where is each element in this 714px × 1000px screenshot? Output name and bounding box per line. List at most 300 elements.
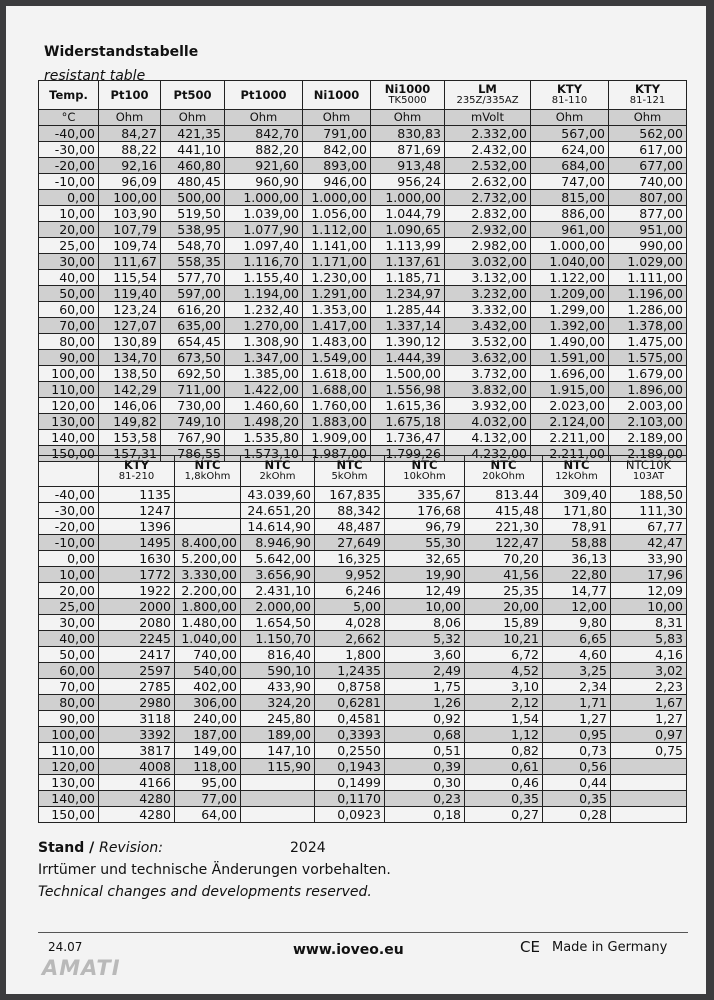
value-cell: 0,73 bbox=[543, 743, 611, 759]
value-cell: 830,83 bbox=[371, 126, 445, 142]
temperature-cell: 150,00 bbox=[39, 807, 99, 823]
value-cell: 149,82 bbox=[99, 414, 161, 430]
value-cell: 1.299,00 bbox=[531, 302, 609, 318]
value-cell bbox=[175, 487, 241, 503]
value-cell: 990,00 bbox=[609, 238, 687, 254]
value-cell: 480,45 bbox=[161, 174, 225, 190]
value-cell: 1.077,90 bbox=[225, 222, 303, 238]
value-cell: 842,70 bbox=[225, 126, 303, 142]
value-cell: 2.982,00 bbox=[445, 238, 531, 254]
value-cell: 0,44 bbox=[543, 775, 611, 791]
value-cell bbox=[611, 775, 687, 791]
temperature-cell: 70,00 bbox=[39, 318, 99, 334]
value-cell: 153,58 bbox=[99, 430, 161, 446]
table-row bbox=[39, 807, 687, 823]
table-row bbox=[39, 222, 687, 238]
value-cell: 78,91 bbox=[543, 519, 611, 535]
value-cell: 567,00 bbox=[531, 126, 609, 142]
value-cell: 0,46 bbox=[465, 775, 543, 791]
value-cell: 1.155,40 bbox=[225, 270, 303, 286]
value-cell: 1.422,00 bbox=[225, 382, 303, 398]
value-cell: 100,00 bbox=[99, 190, 161, 206]
value-cell: 1.234,97 bbox=[371, 286, 445, 302]
value-cell: 6,246 bbox=[315, 583, 385, 599]
value-cell: 1.196,00 bbox=[609, 286, 687, 302]
unit-cell: Ohm bbox=[371, 110, 445, 126]
stand-label: Stand bbox=[38, 840, 85, 856]
value-cell: 2000 bbox=[99, 599, 175, 615]
value-cell: 3,02 bbox=[611, 663, 687, 679]
value-cell: 16,325 bbox=[315, 551, 385, 567]
value-cell: 0,75 bbox=[611, 743, 687, 759]
temperature-cell: -20,00 bbox=[39, 158, 99, 174]
value-cell: 2.124,00 bbox=[531, 414, 609, 430]
table-row bbox=[39, 503, 687, 519]
temperature-cell: 40,00 bbox=[39, 631, 99, 647]
value-cell: 1.029,00 bbox=[609, 254, 687, 270]
value-cell: 562,00 bbox=[609, 126, 687, 142]
value-cell bbox=[611, 759, 687, 775]
value-cell: 747,00 bbox=[531, 174, 609, 190]
value-cell: 103,90 bbox=[99, 206, 161, 222]
value-cell: 711,00 bbox=[161, 382, 225, 398]
value-cell: 2.211,00 bbox=[531, 430, 609, 446]
column-header-main: NTC bbox=[411, 458, 438, 472]
value-cell: 1.040,00 bbox=[175, 631, 241, 647]
unit-cell: °C bbox=[39, 110, 99, 126]
temperature-cell: 100,00 bbox=[39, 727, 99, 743]
value-cell: 0,8758 bbox=[315, 679, 385, 695]
table-row bbox=[39, 759, 687, 775]
value-cell: 1,800 bbox=[315, 647, 385, 663]
value-cell: 877,00 bbox=[609, 206, 687, 222]
value-cell: 2,662 bbox=[315, 631, 385, 647]
value-cell: 1.097,40 bbox=[225, 238, 303, 254]
value-cell: 1.736,47 bbox=[371, 430, 445, 446]
value-cell: 415,48 bbox=[465, 503, 543, 519]
table-row bbox=[39, 142, 687, 158]
value-cell: 2,34 bbox=[543, 679, 611, 695]
temperature-cell: 110,00 bbox=[39, 743, 99, 759]
table-row bbox=[39, 631, 687, 647]
value-cell: 0,3393 bbox=[315, 727, 385, 743]
value-cell: 692,50 bbox=[161, 366, 225, 382]
value-cell: 2.200,00 bbox=[175, 583, 241, 599]
value-cell: 1.378,00 bbox=[609, 318, 687, 334]
column-header bbox=[225, 81, 303, 110]
column-header bbox=[609, 81, 687, 110]
value-cell: 130,89 bbox=[99, 334, 161, 350]
value-cell: 4.032,00 bbox=[445, 414, 531, 430]
value-cell: 119,40 bbox=[99, 286, 161, 302]
column-header-sub: 235Z/335AZ bbox=[456, 95, 519, 106]
value-cell: 157,31 bbox=[99, 446, 161, 462]
resistance-table-upper bbox=[38, 80, 687, 462]
value-cell: 2,49 bbox=[385, 663, 465, 679]
value-cell: 1.000,00 bbox=[225, 190, 303, 206]
value-cell: 2597 bbox=[99, 663, 175, 679]
value-cell: 1.185,71 bbox=[371, 270, 445, 286]
value-cell: 1.573,10 bbox=[225, 446, 303, 462]
temperature-cell: -10,00 bbox=[39, 535, 99, 551]
table-row bbox=[39, 318, 687, 334]
value-cell: 3.656,90 bbox=[241, 567, 315, 583]
value-cell: 142,29 bbox=[99, 382, 161, 398]
table-row bbox=[39, 647, 687, 663]
value-cell: 2080 bbox=[99, 615, 175, 631]
value-cell: 1.915,00 bbox=[531, 382, 609, 398]
value-cell: 913,48 bbox=[371, 158, 445, 174]
value-cell: 96,09 bbox=[99, 174, 161, 190]
value-cell: 1,26 bbox=[385, 695, 465, 711]
value-cell: 1.615,36 bbox=[371, 398, 445, 414]
value-cell: 324,20 bbox=[241, 695, 315, 711]
value-cell: 48,487 bbox=[315, 519, 385, 535]
temperature-cell: 25,00 bbox=[39, 599, 99, 615]
column-header-main: NTC10K bbox=[625, 458, 672, 472]
resistance-table-lower bbox=[38, 455, 687, 823]
temperature-cell: -30,00 bbox=[39, 503, 99, 519]
column-header bbox=[39, 81, 99, 110]
value-cell: 147,10 bbox=[241, 743, 315, 759]
value-cell: 36,13 bbox=[543, 551, 611, 567]
value-cell: 107,79 bbox=[99, 222, 161, 238]
table-row bbox=[39, 727, 687, 743]
column-header bbox=[465, 456, 543, 487]
table-row bbox=[39, 334, 687, 350]
column-header-sub: 81-121 bbox=[629, 95, 666, 106]
value-cell: 3.330,00 bbox=[175, 567, 241, 583]
value-cell: 786,55 bbox=[161, 446, 225, 462]
column-header bbox=[543, 456, 611, 487]
value-cell: 118,00 bbox=[175, 759, 241, 775]
temperature-cell: 90,00 bbox=[39, 350, 99, 366]
column-header-sub: 20kOhm bbox=[482, 471, 525, 482]
table-row bbox=[39, 791, 687, 807]
value-cell: 1.090,65 bbox=[371, 222, 445, 238]
table-row bbox=[39, 775, 687, 791]
value-cell bbox=[175, 519, 241, 535]
value-cell: 88,342 bbox=[315, 503, 385, 519]
value-cell: 77,00 bbox=[175, 791, 241, 807]
separator: / bbox=[84, 840, 100, 856]
value-cell: 807,00 bbox=[609, 190, 687, 206]
value-cell: 1.987,00 bbox=[303, 446, 371, 462]
temperature-cell: -30,00 bbox=[39, 142, 99, 158]
table-row bbox=[39, 615, 687, 631]
temperature-cell: 0,00 bbox=[39, 551, 99, 567]
value-cell: 1.679,00 bbox=[609, 366, 687, 382]
value-cell: 5,00 bbox=[315, 599, 385, 615]
value-cell: 12,09 bbox=[611, 583, 687, 599]
column-header-main: Pt500 bbox=[173, 88, 212, 102]
value-cell: 1.675,18 bbox=[371, 414, 445, 430]
column-header bbox=[531, 81, 609, 110]
value-cell: 41,56 bbox=[465, 567, 543, 583]
column-header-main: LM bbox=[478, 82, 497, 96]
temperature-cell: 10,00 bbox=[39, 567, 99, 583]
temperature-cell: 100,00 bbox=[39, 366, 99, 382]
column-header bbox=[39, 456, 99, 487]
value-cell: 0,68 bbox=[385, 727, 465, 743]
table-row bbox=[39, 583, 687, 599]
brand-logo: AMATI bbox=[42, 956, 121, 980]
value-cell: 2,23 bbox=[611, 679, 687, 695]
value-cell: 2.832,00 bbox=[445, 206, 531, 222]
value-cell: 0,61 bbox=[465, 759, 543, 775]
value-cell: 64,00 bbox=[175, 807, 241, 823]
value-cell: 1.480,00 bbox=[175, 615, 241, 631]
value-cell: 673,50 bbox=[161, 350, 225, 366]
value-cell: 70,20 bbox=[465, 551, 543, 567]
value-cell: 590,10 bbox=[241, 663, 315, 679]
value-cell: 335,67 bbox=[385, 487, 465, 503]
temperature-cell: 110,00 bbox=[39, 382, 99, 398]
column-header bbox=[371, 81, 445, 110]
column-header-main: Ni1000 bbox=[384, 82, 431, 96]
value-cell: 0,39 bbox=[385, 759, 465, 775]
value-cell: 1.688,00 bbox=[303, 382, 371, 398]
value-cell: 27,649 bbox=[315, 535, 385, 551]
value-cell: 123,24 bbox=[99, 302, 161, 318]
value-cell: 306,00 bbox=[175, 695, 241, 711]
value-cell: 2245 bbox=[99, 631, 175, 647]
revision-year: 2024 bbox=[290, 840, 326, 856]
value-cell: 548,70 bbox=[161, 238, 225, 254]
table-row bbox=[39, 519, 687, 535]
temperature-cell: 60,00 bbox=[39, 302, 99, 318]
value-cell: 3,25 bbox=[543, 663, 611, 679]
table-row bbox=[39, 663, 687, 679]
value-cell: 893,00 bbox=[303, 158, 371, 174]
value-cell: 1.483,00 bbox=[303, 334, 371, 350]
value-cell: 5,32 bbox=[385, 631, 465, 647]
column-header-main: KTY bbox=[556, 82, 583, 96]
value-cell: 2.732,00 bbox=[445, 190, 531, 206]
column-header-sub: 81-110 bbox=[551, 95, 588, 106]
value-cell: 1772 bbox=[99, 567, 175, 583]
column-header bbox=[175, 456, 241, 487]
value-cell: 14,77 bbox=[543, 583, 611, 599]
value-cell: 9,952 bbox=[315, 567, 385, 583]
ce-mark: CE bbox=[520, 938, 540, 956]
column-header bbox=[241, 456, 315, 487]
value-cell: 886,00 bbox=[531, 206, 609, 222]
column-header bbox=[303, 81, 371, 110]
value-cell: 58,88 bbox=[543, 535, 611, 551]
value-cell: 12,00 bbox=[543, 599, 611, 615]
value-cell: 149,00 bbox=[175, 743, 241, 759]
value-cell: 740,00 bbox=[175, 647, 241, 663]
value-cell: 1.337,14 bbox=[371, 318, 445, 334]
value-cell: 92,16 bbox=[99, 158, 161, 174]
value-cell: 1.270,00 bbox=[225, 318, 303, 334]
value-cell: 1.591,00 bbox=[531, 350, 609, 366]
value-cell: 1.232,40 bbox=[225, 302, 303, 318]
value-cell: 1.417,00 bbox=[303, 318, 371, 334]
value-cell bbox=[241, 807, 315, 823]
value-cell: 961,00 bbox=[531, 222, 609, 238]
temperature-cell: 25,00 bbox=[39, 238, 99, 254]
value-cell: 0,0923 bbox=[315, 807, 385, 823]
value-cell: 951,00 bbox=[609, 222, 687, 238]
table-row bbox=[39, 254, 687, 270]
document-subtitle: resistant table bbox=[44, 68, 146, 84]
value-cell: 0,30 bbox=[385, 775, 465, 791]
value-cell: 0,1170 bbox=[315, 791, 385, 807]
value-cell: 946,00 bbox=[303, 174, 371, 190]
value-cell: 3,60 bbox=[385, 647, 465, 663]
value-cell: 146,06 bbox=[99, 398, 161, 414]
value-cell: 5.200,00 bbox=[175, 551, 241, 567]
revision-label: Revision: bbox=[99, 840, 163, 856]
table-row bbox=[39, 350, 687, 366]
value-cell: 2.000,00 bbox=[241, 599, 315, 615]
column-header bbox=[315, 456, 385, 487]
table-header-row bbox=[39, 81, 687, 110]
value-cell: 1.291,00 bbox=[303, 286, 371, 302]
value-cell: 1.575,00 bbox=[609, 350, 687, 366]
value-cell: 3817 bbox=[99, 743, 175, 759]
column-header-main: NTC bbox=[264, 458, 291, 472]
value-cell: 2.189,00 bbox=[609, 446, 687, 462]
value-cell: 1,67 bbox=[611, 695, 687, 711]
value-cell: 127,07 bbox=[99, 318, 161, 334]
value-cell: 1.535,80 bbox=[225, 430, 303, 446]
value-cell: 1.392,00 bbox=[531, 318, 609, 334]
value-cell: 749,10 bbox=[161, 414, 225, 430]
value-cell: 1.475,00 bbox=[609, 334, 687, 350]
table-row bbox=[39, 270, 687, 286]
value-cell: 4280 bbox=[99, 791, 175, 807]
value-cell: 111,30 bbox=[611, 503, 687, 519]
value-cell: 1.654,50 bbox=[241, 615, 315, 631]
table-row bbox=[39, 126, 687, 142]
value-cell: 171,80 bbox=[543, 503, 611, 519]
value-cell: 115,54 bbox=[99, 270, 161, 286]
value-cell: 4.132,00 bbox=[445, 430, 531, 446]
value-cell: 1.209,00 bbox=[531, 286, 609, 302]
value-cell: 538,95 bbox=[161, 222, 225, 238]
value-cell: 558,35 bbox=[161, 254, 225, 270]
value-cell: 2.023,00 bbox=[531, 398, 609, 414]
document-title: Widerstandstabelle bbox=[44, 44, 199, 60]
value-cell: 791,00 bbox=[303, 126, 371, 142]
value-cell: 815,00 bbox=[531, 190, 609, 206]
temperature-cell: 30,00 bbox=[39, 254, 99, 270]
value-cell: 3.232,00 bbox=[445, 286, 531, 302]
value-cell: 1.150,70 bbox=[241, 631, 315, 647]
unit-row bbox=[39, 110, 687, 126]
table-row bbox=[39, 190, 687, 206]
value-cell: 10,00 bbox=[611, 599, 687, 615]
value-cell: 1.000,00 bbox=[531, 238, 609, 254]
value-cell: 1396 bbox=[99, 519, 175, 535]
value-cell: 4,52 bbox=[465, 663, 543, 679]
value-cell: 111,67 bbox=[99, 254, 161, 270]
value-cell: 4,028 bbox=[315, 615, 385, 631]
value-cell: 309,40 bbox=[543, 487, 611, 503]
value-cell: 1.000,00 bbox=[371, 190, 445, 206]
disclaimer-en: Technical changes and developments reserved. bbox=[38, 884, 372, 900]
table-row bbox=[39, 695, 687, 711]
value-cell: 0,51 bbox=[385, 743, 465, 759]
revision-line bbox=[38, 840, 163, 856]
value-cell: 8.946,90 bbox=[241, 535, 315, 551]
value-cell: 3.732,00 bbox=[445, 366, 531, 382]
value-cell: 519,50 bbox=[161, 206, 225, 222]
value-cell: 1.500,00 bbox=[371, 366, 445, 382]
temperature-cell: 20,00 bbox=[39, 583, 99, 599]
value-cell: 1.390,12 bbox=[371, 334, 445, 350]
value-cell: 1.194,00 bbox=[225, 286, 303, 302]
value-cell: 1.044,79 bbox=[371, 206, 445, 222]
value-cell: 1.799,26 bbox=[371, 446, 445, 462]
value-cell: 8,06 bbox=[385, 615, 465, 631]
value-cell: 1.286,00 bbox=[609, 302, 687, 318]
value-cell: 1.444,39 bbox=[371, 350, 445, 366]
value-cell: 816,40 bbox=[241, 647, 315, 663]
value-cell: 2.003,00 bbox=[609, 398, 687, 414]
column-header-main: Ni1000 bbox=[313, 88, 360, 102]
table-row bbox=[39, 366, 687, 382]
website-link[interactable]: www.ioveo.eu bbox=[293, 942, 404, 958]
column-header-main: NTC bbox=[194, 458, 221, 472]
temperature-cell: 30,00 bbox=[39, 615, 99, 631]
value-cell: 1.385,00 bbox=[225, 366, 303, 382]
value-cell: 240,00 bbox=[175, 711, 241, 727]
value-cell: 1.039,00 bbox=[225, 206, 303, 222]
value-cell: 22,80 bbox=[543, 567, 611, 583]
value-cell: 1,75 bbox=[385, 679, 465, 695]
value-cell: 433,90 bbox=[241, 679, 315, 695]
value-cell: 813.44 bbox=[465, 487, 543, 503]
value-cell: 187,00 bbox=[175, 727, 241, 743]
table-row bbox=[39, 551, 687, 567]
value-cell: 3.932,00 bbox=[445, 398, 531, 414]
value-cell: 1.498,20 bbox=[225, 414, 303, 430]
value-cell: 740,00 bbox=[609, 174, 687, 190]
value-cell: 2.103,00 bbox=[609, 414, 687, 430]
value-cell: 0,18 bbox=[385, 807, 465, 823]
table-row bbox=[39, 206, 687, 222]
value-cell: 1.141,00 bbox=[303, 238, 371, 254]
column-header-main: KTY bbox=[123, 458, 150, 472]
value-cell: 1,27 bbox=[543, 711, 611, 727]
value-cell: 421,35 bbox=[161, 126, 225, 142]
value-cell: 2.632,00 bbox=[445, 174, 531, 190]
value-cell: 1495 bbox=[99, 535, 175, 551]
table-row bbox=[39, 158, 687, 174]
table-row bbox=[39, 535, 687, 551]
value-cell: 2.532,00 bbox=[445, 158, 531, 174]
column-header-sub: 2kOhm bbox=[259, 471, 296, 482]
temperature-cell: 80,00 bbox=[39, 695, 99, 711]
temperature-cell: 60,00 bbox=[39, 663, 99, 679]
value-cell: 1,27 bbox=[611, 711, 687, 727]
value-cell: 167,835 bbox=[315, 487, 385, 503]
value-cell: 0,1499 bbox=[315, 775, 385, 791]
unit-cell: Ohm bbox=[609, 110, 687, 126]
column-header-sub: 5kOhm bbox=[331, 471, 368, 482]
value-cell: 3392 bbox=[99, 727, 175, 743]
temperature-cell: 120,00 bbox=[39, 398, 99, 414]
temperature-cell: 150,00 bbox=[39, 446, 99, 462]
value-cell: 3.332,00 bbox=[445, 302, 531, 318]
table-body bbox=[39, 487, 687, 823]
value-cell: 540,00 bbox=[175, 663, 241, 679]
value-cell: 597,00 bbox=[161, 286, 225, 302]
